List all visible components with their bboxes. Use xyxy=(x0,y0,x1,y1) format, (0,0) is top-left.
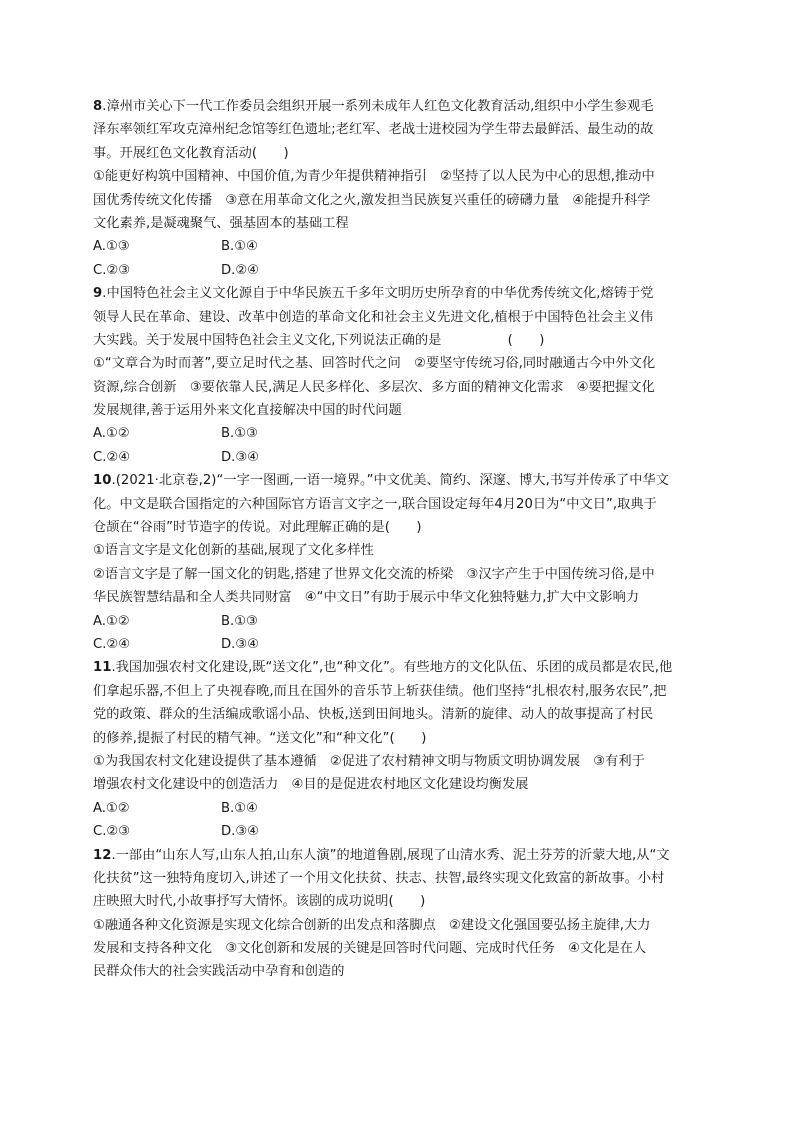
question-number: 9 xyxy=(93,286,103,302)
question-stem-line: 泽东率领红军攻克漳州纪念馆等红色遗址;老红军、老战士进校园为学生带去最鲜活、最生动的故 xyxy=(93,122,654,138)
statement-line: 民群众伟大的社会实践活动中孕育和创造的 xyxy=(93,964,345,980)
question-stem-line: 12.一部由“山东人写,山东人拍,山东人演”的地道鲁剧,展现了山清水秀、泥土芬芳的沂蒙大地,从“文 xyxy=(93,847,670,863)
question-number: 8 xyxy=(93,99,103,114)
option-b[interactable]: B.①④ xyxy=(221,800,258,816)
question-12 xyxy=(93,844,701,984)
statement-line: ①“文章合为时而著”,要立足时代之基、回答时代之问 ②要坚守传统习俗,同时融通古今中外文化 xyxy=(93,356,656,372)
question-stem-line: 事。开展红色文化教育活动( ) xyxy=(93,145,289,161)
question-number: 11 xyxy=(93,660,112,676)
question-stem-line: 10.(2021·北京卷,2)“一字一图画,一语一境界。”中文优美、简约、深邃、博大,书写并传承了中华文 xyxy=(93,473,669,489)
options-row xyxy=(93,422,701,445)
question-stem-line: 庄映照大时代,小故事抒写大情怀。该剧的成功说明( ) xyxy=(93,894,426,910)
statement-line: 华民族智慧结晶和全人类共同财富 ④“中文日”有助于展示中华文化独特魅力,扩大中文影响力 xyxy=(93,590,640,606)
option-c[interactable]: C.②④ xyxy=(93,636,131,652)
statement-line: 增强农村文化建设中的创造活力 ④目的是促进农村地区文化建设均衡发展 xyxy=(93,777,529,793)
statement-line: ①融通各种文化资源是实现文化综合创新的出发点和落脚点 ②建设文化强国要弘扬主旋律,大力 xyxy=(93,917,651,933)
question-list xyxy=(93,95,701,984)
options-row xyxy=(93,633,701,656)
question-10 xyxy=(93,469,701,656)
options-row xyxy=(93,446,701,469)
statement-line: 国优秀传统文化传播 ③意在用革命文化之火,激发担当民族复兴重任的磅礴力量 ④能提升科学 xyxy=(93,192,651,208)
option-a[interactable]: A.①② xyxy=(93,613,130,629)
question-stem-line: 大实践。关于发展中国特色社会主义文化,下列说法正确的是 ( ) xyxy=(93,332,545,348)
options-row xyxy=(93,259,701,282)
option-a[interactable]: A.①② xyxy=(93,800,130,816)
question-stem-line: 们拿起乐器,不但上了央视春晚,而且在国外的音乐节上斩获佳绩。他们坚持“扎根农村,服务农民”,把 xyxy=(93,683,667,699)
statement-line: ②语言文字是了解一国文化的钥匙,搭建了世界文化交流的桥梁 ③汉字产生于中国传统习俗,是中 xyxy=(93,566,655,582)
question-11 xyxy=(93,656,701,843)
question-stem-line: 化扶贫”这一独特角度切入,讲述了一个用文化扶贫、扶志、扶智,最终实现文化致富的新故事。小村 xyxy=(93,870,665,886)
statement-line: ①能更好构筑中国精神、中国价值,为青少年提供精神指引 ②坚持了以人民为中心的思想,推动中 xyxy=(93,169,655,185)
options-row xyxy=(93,797,701,820)
question-stem-line: 9.中国特色社会主义文化源自于中华民族五千多年文明历史所孕育的中华优秀传统文化,熔铸于党 xyxy=(93,286,654,302)
statement-line: 发展规律,善于运用外来文化直接解决中国的时代问题 xyxy=(93,403,402,419)
option-d[interactable]: D.③④ xyxy=(221,449,259,465)
question-stem-line: 的修养,提振了村民的精气神。“送文化”和“种文化”( ) xyxy=(93,730,427,746)
option-d[interactable]: D.②④ xyxy=(221,262,259,278)
question-stem-line: 仓颉在“谷雨”时节造字的传说。对此理解正确的是( ) xyxy=(93,520,422,536)
question-stem-line: 党的政策、群众的生活编成歌谣小品、快板,送到田间地头。清新的旋律、动人的故事提高了村民 xyxy=(93,707,654,723)
statement-line: 资源,综合创新 ③要依靠人民,满足人民多样化、多层次、多方面的精神文化需求 ④要把握文化 xyxy=(93,379,655,395)
statement-line: ①为我国农村文化建设提供了基本遵循 ②促进了农村精神文明与物质文明协调发展 ③有利于 xyxy=(93,753,645,769)
question-stem-line: 11.我国加强农村文化建设,既“送文化”,也“种文化”。有些地方的文化队伍、乐团的成员都是农民,他 xyxy=(93,660,673,676)
question-8 xyxy=(93,95,701,282)
option-c[interactable]: C.②③ xyxy=(93,824,131,840)
question-9 xyxy=(93,282,701,469)
question-stem-line: 化。中文是联合国指定的六种国际官方语言文字之一,联合国设定每年4月20日为“中文日”,取典于 xyxy=(93,496,657,512)
statement-line: 发展和支持各种文化 ③文化创新和发展的关键是回答时代问题、完成时代任务 ④文化是在人 xyxy=(93,941,647,957)
options-row xyxy=(93,235,701,258)
option-b[interactable]: B.①③ xyxy=(221,426,258,442)
question-number: 10 xyxy=(93,473,112,489)
options-row xyxy=(93,610,701,633)
option-b[interactable]: B.①④ xyxy=(221,239,258,255)
option-d[interactable]: D.③④ xyxy=(221,824,259,840)
options-row xyxy=(93,820,701,843)
question-number: 12 xyxy=(93,847,112,863)
statement-line: ①语言文字是文化创新的基础,展现了文化多样性 xyxy=(93,543,374,559)
statement-line: 文化素养,是凝魂聚气、强基固本的基础工程 xyxy=(93,215,349,231)
option-a[interactable]: A.①② xyxy=(93,426,130,442)
question-stem-line: 领导人民在革命、建设、改革中创造的革命文化和社会主义先进文化,植根于中国特色社会主义伟 xyxy=(93,309,654,325)
question-stem-line: 8.漳州市关心下一代工作委员会组织开展一系列未成年人红色文化教育活动,组织中小学生参观毛 xyxy=(93,99,654,114)
option-c[interactable]: C.②④ xyxy=(93,449,131,465)
option-a[interactable]: A.①③ xyxy=(93,239,130,255)
option-c[interactable]: C.②③ xyxy=(93,262,131,278)
option-d[interactable]: D.③④ xyxy=(221,636,259,652)
option-b[interactable]: B.①③ xyxy=(221,613,258,629)
